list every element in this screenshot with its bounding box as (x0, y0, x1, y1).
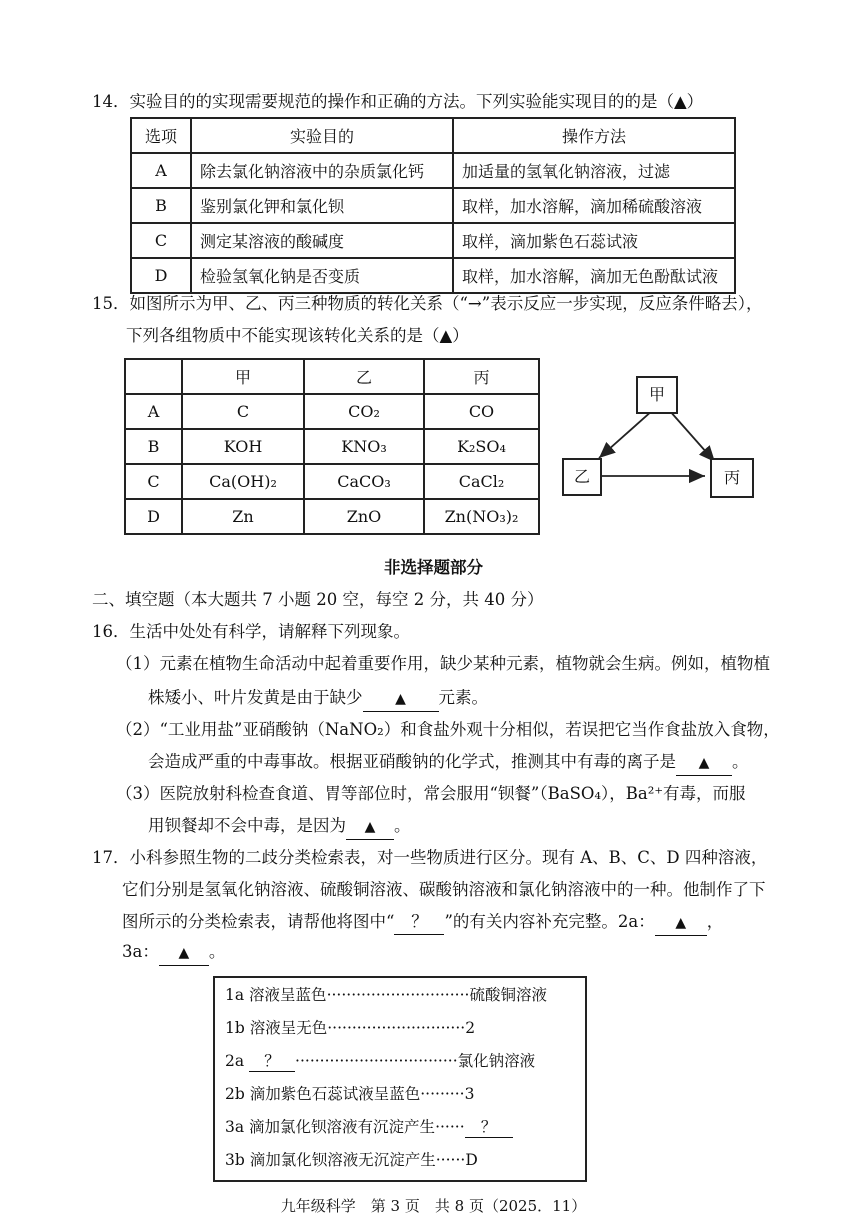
q16-p1-line1: （1）元素在植物生命活动中起着重要作用，缺少某种元素，植物就会生病。例如，植物植 (116, 654, 770, 673)
key-dots: ······ (435, 1118, 465, 1136)
q14-header-option: 选项 (131, 118, 191, 153)
table-cell: Zn(NO₃)₂ (424, 499, 539, 534)
blank-mark-icon: ▲ (395, 691, 406, 707)
table-cell: 除去氯化钠溶液中的杂质氯化钙 (191, 153, 453, 188)
q17-text: 图所示的分类检索表，请帮他将图中“ (122, 912, 395, 931)
table-row (131, 153, 735, 188)
blank-mark-icon: ▲ (698, 755, 710, 771)
q14-stem: 14．实验目的的实现需要规范的操作和正确的方法。下列实验能实现目的的是（▲） (92, 92, 704, 111)
q15-stem-line1: 15．如图所示为甲、乙、丙三种物质的转化关系（“→”表示反应一步实现，反应条件略去）， (92, 294, 763, 313)
q17-line3 (122, 910, 723, 936)
key-row (225, 1115, 513, 1138)
key-text: 溶液呈蓝色 (249, 986, 327, 1004)
table-cell: ZnO (304, 499, 424, 534)
q17-text-3a-end: 。 (208, 942, 226, 961)
table-cell: K₂SO₄ (424, 429, 539, 464)
q16-p3-line1: （3）医院放射科检查食道、胃等部位时，常会服用“钡餐”（BaSO₄），Ba²⁺有毒，而服 (116, 784, 746, 803)
table-row (125, 429, 539, 464)
table-row (131, 223, 735, 258)
answer-blank-3a[interactable] (159, 940, 209, 966)
table-cell: D (131, 258, 191, 293)
q15-table (124, 358, 540, 535)
table-cell: D (125, 499, 182, 534)
key-result: D (465, 1151, 478, 1169)
q15-stem-line2: 下列各组物质中不能实现该转化关系的是（▲） (126, 326, 469, 345)
key-result: 2 (465, 1019, 476, 1037)
key-text: 滴加氯化钡溶液无沉淀产生 (249, 1151, 436, 1169)
q16-stem: 16．生活中处处有科学，请解释下列现象。 (92, 622, 410, 641)
table-cell: B (131, 188, 191, 223)
table-row (125, 499, 539, 534)
key-row (225, 1082, 474, 1104)
table-cell: 取样，加水溶解，滴加稀硫酸溶液 (453, 188, 735, 223)
table-cell: Zn (182, 499, 304, 534)
q14-header-purpose: 实验目的 (191, 118, 453, 153)
table-cell: 测定某溶液的酸碱度 (191, 223, 453, 258)
diagram-node-bing: 丙 (710, 458, 754, 498)
q14-header-method: 操作方法 (453, 118, 735, 153)
blank-mark-icon: ▲ (675, 915, 687, 931)
table-cell: 取样，加水溶解，滴加无色酚酞试液 (453, 258, 735, 293)
table-cell: Ca(OH)₂ (182, 464, 304, 499)
q17-text-mid: ”的有关内容补充完整。2a： (444, 912, 655, 931)
key-text: 滴加紫色石蕊试液呈蓝色 (249, 1085, 421, 1103)
q14-table (130, 117, 736, 294)
table-cell: CO₂ (304, 394, 424, 429)
q17-line4 (122, 940, 225, 966)
key-result-blank: ？ (465, 1115, 513, 1138)
key-result: 氯化钠溶液 (457, 1052, 536, 1070)
part2-heading: 二、填空题（本大题共 7 小题 20 空，每空 2 分，共 40 分） (92, 590, 544, 609)
table-cell: 取样，滴加紫色石蕊试液 (453, 223, 735, 258)
key-row (225, 1016, 475, 1038)
key-result: 3 (464, 1085, 475, 1103)
table-cell: A (125, 394, 182, 429)
table-cell: CaCO₃ (304, 464, 424, 499)
key-row (225, 1148, 478, 1170)
q16-p1-line2 (148, 686, 488, 712)
key-code: 2b (225, 1085, 245, 1103)
diagram-node-jia: 甲 (636, 376, 678, 414)
q15-header-bing: 丙 (424, 359, 539, 394)
key-row (225, 983, 547, 1005)
table-cell: CO (424, 394, 539, 429)
section-title: 非选择题部分 (384, 558, 483, 577)
key-dots: ········· (420, 1085, 465, 1103)
blank-mark-icon: ▲ (178, 945, 190, 961)
key-dots: ······ (435, 1151, 466, 1169)
q16-p2-text: 会造成严重的中毒事故。根据亚硝酸钠的化学式，推测其中有毒的离子是 (148, 752, 676, 771)
q17-text-end: ， (706, 912, 724, 931)
table-cell: CaCl₂ (424, 464, 539, 499)
arrow-jia-to-bing (669, 410, 715, 462)
table-cell: 加适量的氢氧化钠溶液，过滤 (453, 153, 735, 188)
table-cell: C (125, 464, 182, 499)
q16-p2-line2 (148, 750, 749, 776)
table-cell: C (131, 223, 191, 258)
key-code: 3b (225, 1151, 245, 1169)
q16-p3-text-end: 。 (394, 816, 411, 835)
q15-header-yi: 乙 (304, 359, 424, 394)
q16-p2-text-end: 。 (732, 752, 749, 771)
table-cell: KNO₃ (304, 429, 424, 464)
arrow-jia-to-yi (599, 410, 653, 458)
key-code: 1a (225, 986, 245, 1004)
q16-p3-text: 用钡餐却不会中毒，是因为 (148, 816, 346, 835)
answer-blank-2a[interactable] (655, 910, 707, 936)
q16-p1-text-end: 元素。 (438, 688, 488, 707)
key-code: 2a (225, 1052, 245, 1070)
key-dots: ····························· (326, 986, 470, 1004)
q17-line2: 它们分别是氢氧化钠溶液、硫酸铜溶液、碳酸钠溶液和氯化钠溶液中的一种。他制作了下 (122, 880, 766, 899)
answer-blank[interactable] (676, 750, 732, 776)
question-mark-blank: ？ (394, 910, 444, 935)
key-code: 3a (225, 1118, 245, 1136)
page-footer: 九年级科学 第 3 页 共 8 页（2025．11） (280, 1197, 587, 1215)
table-row (125, 464, 539, 499)
blank-mark-icon: ▲ (364, 819, 376, 835)
q17-line1: 17．小科参照生物的二歧分类检索表，对一些物质进行区分。现有 A、B、C、D 四种溶液， (92, 848, 768, 867)
q15-header-blank (125, 359, 182, 394)
diagram-node-yi: 乙 (562, 458, 602, 496)
q15-header-jia: 甲 (182, 359, 304, 394)
key-row (225, 1049, 535, 1072)
table-cell: B (125, 429, 182, 464)
q16-p3-line2 (148, 814, 411, 840)
key-dots: ································· (295, 1052, 458, 1070)
key-text-blank: ？ (249, 1049, 295, 1072)
key-dots: ···························· (327, 1019, 466, 1037)
table-cell: KOH (182, 429, 304, 464)
key-text: 滴加氯化钡溶液有沉淀产生 (249, 1118, 436, 1136)
table-cell: 鉴别氯化钾和氯化钡 (191, 188, 453, 223)
answer-blank[interactable] (346, 814, 394, 840)
table-cell: C (182, 394, 304, 429)
table-cell: A (131, 153, 191, 188)
table-cell: 检验氢氧化钠是否变质 (191, 258, 453, 293)
q17-text-3a: 3a： (122, 942, 159, 961)
q16-p2-line1: （2）“工业用盐”亚硝酸钠（NaNO₂）和食盐外观十分相似，若误把它当作食盐放入食物， (116, 720, 780, 739)
table-row (131, 188, 735, 223)
key-code: 1b (225, 1019, 245, 1037)
key-text: 溶液呈无色 (249, 1019, 328, 1037)
key-result: 硫酸铜溶液 (469, 986, 547, 1004)
answer-blank[interactable] (363, 686, 439, 712)
q16-p1-text: 株矮小、叶片发黄是由于缺少 (148, 688, 363, 707)
table-row (125, 394, 539, 429)
table-row (131, 258, 735, 293)
